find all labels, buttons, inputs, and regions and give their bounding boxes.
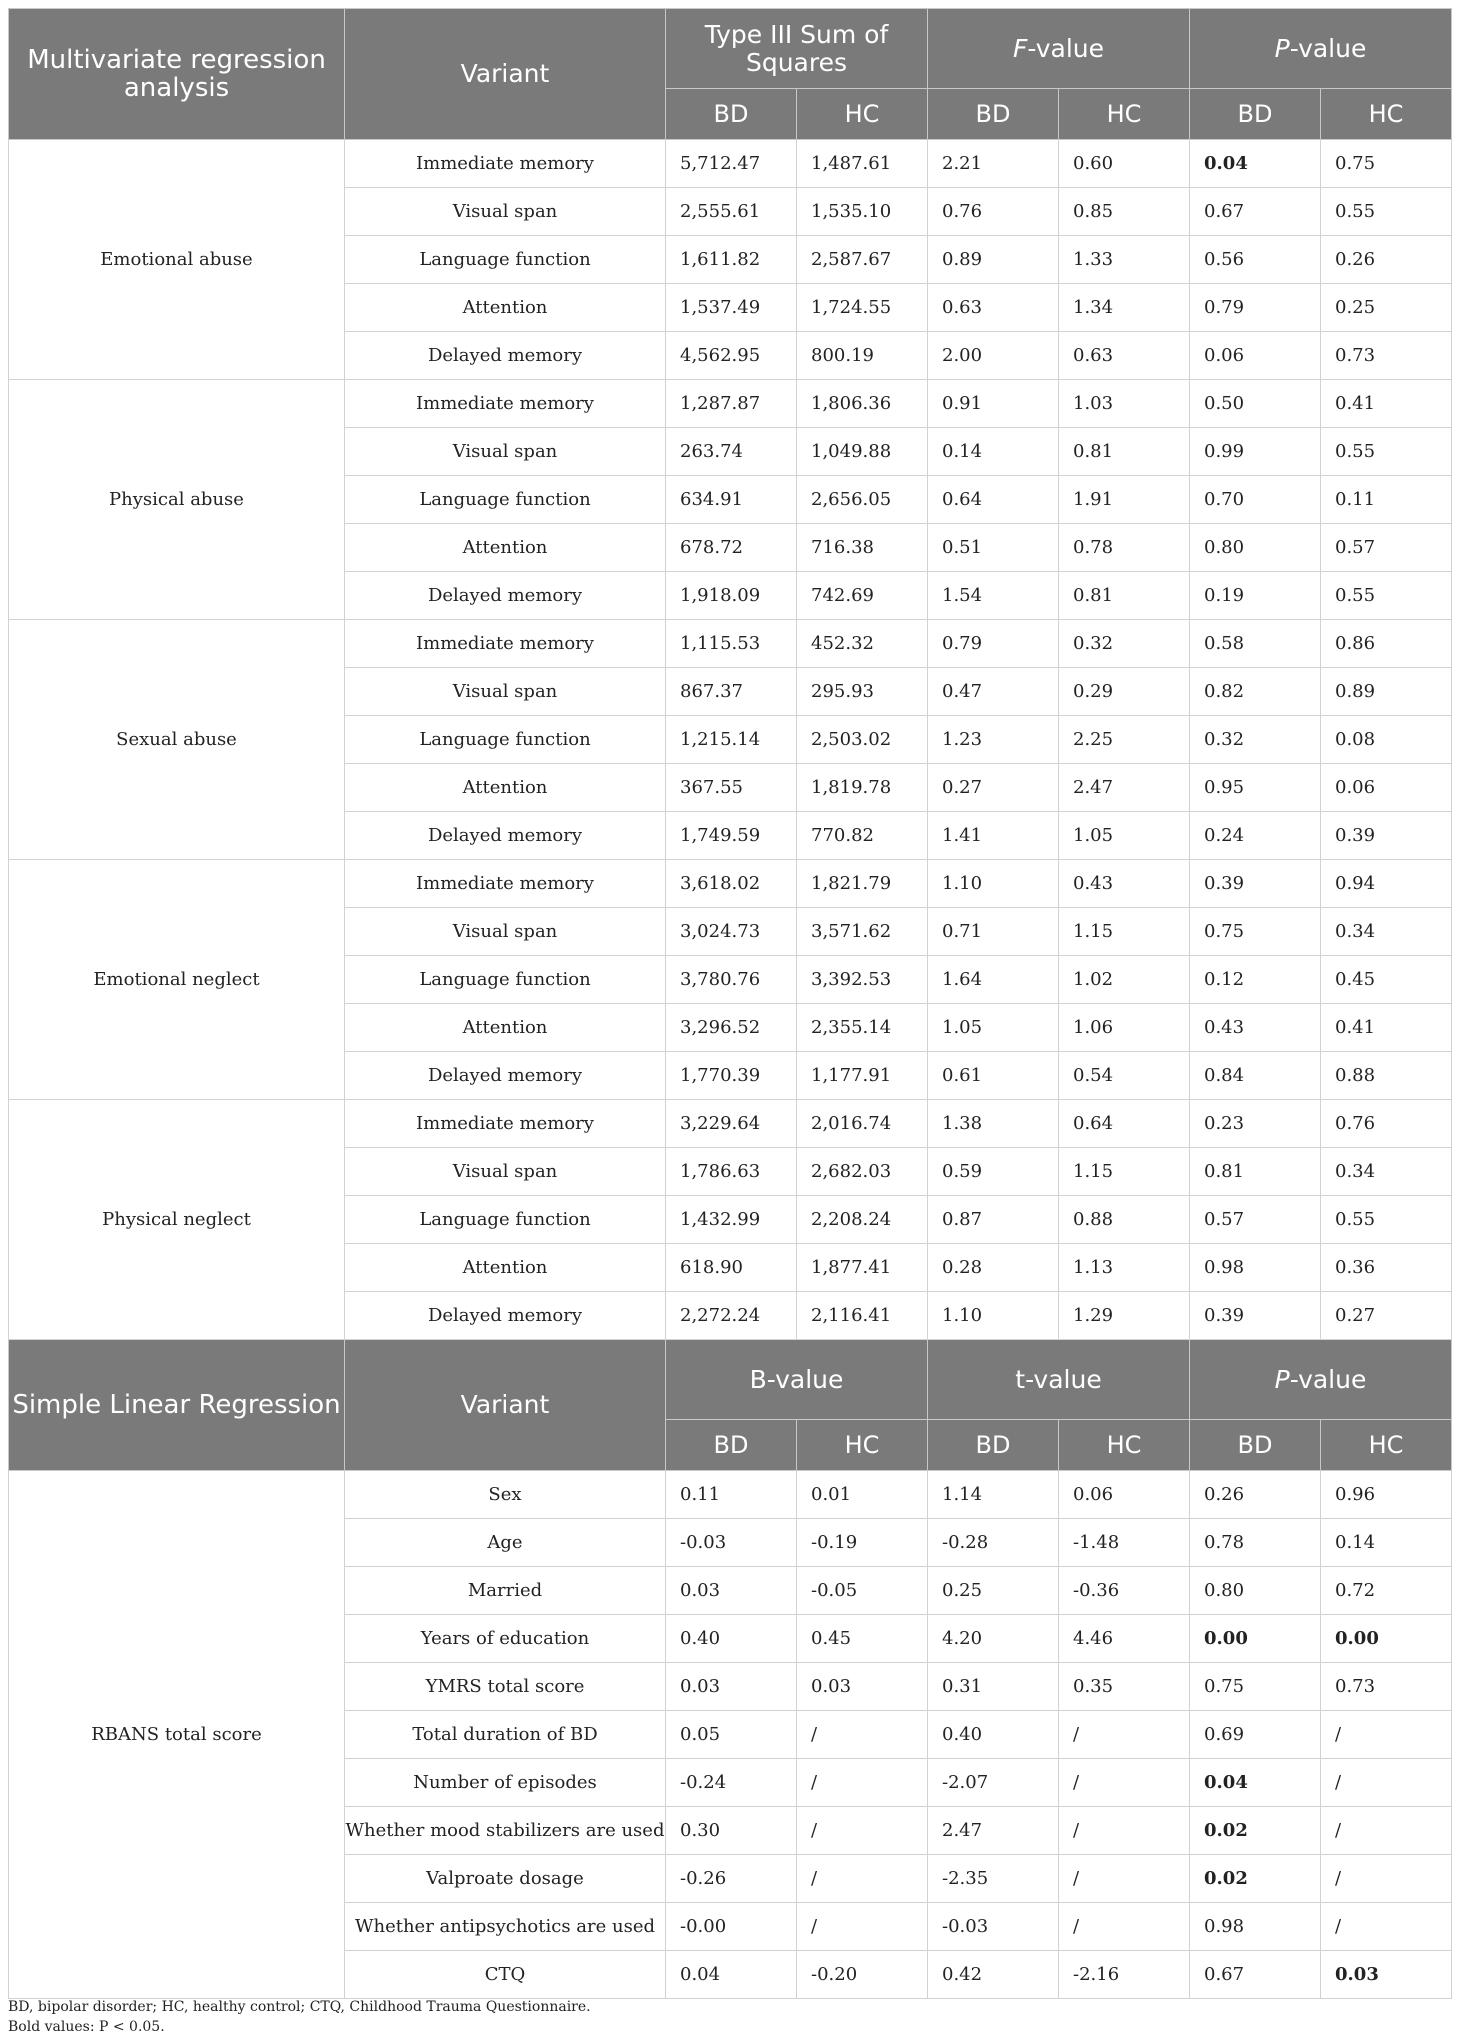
table-row xyxy=(9,1100,1452,1148)
value-cell: -0.24 xyxy=(666,1759,797,1807)
value-cell: 0.32 xyxy=(1190,716,1321,764)
value-cell: 770.82 xyxy=(797,812,928,860)
variant-cell: Number of episodes xyxy=(345,1759,666,1807)
value-cell: 0.41 xyxy=(1321,380,1452,428)
value-cell: 0.94 xyxy=(1321,860,1452,908)
footnote-abbreviations: BD, bipolar disorder; HC, healthy control; CTQ, Childhood Trauma Questionnaire. xyxy=(8,1999,591,2015)
header-row xyxy=(9,9,1452,89)
value-cell: 2.47 xyxy=(1059,764,1190,812)
value-cell: 0.43 xyxy=(1190,1004,1321,1052)
variant-cell: Immediate memory xyxy=(345,860,666,908)
value-cell: 0.79 xyxy=(928,620,1059,668)
subheader-cell: BD xyxy=(666,89,797,140)
value-cell: / xyxy=(1321,1903,1452,1951)
value-cell: 0.34 xyxy=(1321,908,1452,956)
variant-cell: Attention xyxy=(345,524,666,572)
value-cell: 0.31 xyxy=(928,1663,1059,1711)
variant-cell: Visual span xyxy=(345,1148,666,1196)
variant-cell: Immediate memory xyxy=(345,620,666,668)
value-cell: 0.00 xyxy=(1190,1615,1321,1663)
table-row xyxy=(9,140,1452,188)
value-cell: 0.45 xyxy=(1321,956,1452,1004)
value-cell: 5,712.47 xyxy=(666,140,797,188)
value-cell: 1.05 xyxy=(1059,812,1190,860)
value-cell: 0.30 xyxy=(666,1807,797,1855)
subheader-cell: BD xyxy=(928,1420,1059,1471)
value-cell: 1,432.99 xyxy=(666,1196,797,1244)
value-cell: 0.04 xyxy=(666,1951,797,1999)
subheader-cell: HC xyxy=(797,1420,928,1471)
value-cell: 3,571.62 xyxy=(797,908,928,956)
value-cell: 0.72 xyxy=(1321,1567,1452,1615)
value-cell: 3,780.76 xyxy=(666,956,797,1004)
value-cell: 2,208.24 xyxy=(797,1196,928,1244)
value-cell: 4,562.95 xyxy=(666,332,797,380)
value-cell: 0.39 xyxy=(1190,860,1321,908)
value-cell: / xyxy=(1059,1759,1190,1807)
variant-cell: Language function xyxy=(345,716,666,764)
value-cell: -0.19 xyxy=(797,1519,928,1567)
value-cell: / xyxy=(797,1759,928,1807)
value-cell: 0.89 xyxy=(928,236,1059,284)
value-cell: -0.03 xyxy=(666,1519,797,1567)
value-cell: 0.12 xyxy=(1190,956,1321,1004)
value-cell: 0.63 xyxy=(928,284,1059,332)
value-cell: 0.75 xyxy=(1190,908,1321,956)
value-cell: 0.41 xyxy=(1321,1004,1452,1052)
value-cell: 0.89 xyxy=(1321,668,1452,716)
value-cell: 452.32 xyxy=(797,620,928,668)
value-cell: 0.36 xyxy=(1321,1244,1452,1292)
value-cell: 0.88 xyxy=(1321,1052,1452,1100)
value-cell: 1.34 xyxy=(1059,284,1190,332)
value-cell: 0.75 xyxy=(1321,140,1452,188)
value-cell: 0.54 xyxy=(1059,1052,1190,1100)
variant-cell: Whether mood stabilizers are used xyxy=(345,1807,666,1855)
group-label: Physical neglect xyxy=(9,1100,345,1340)
variant-cell: Language function xyxy=(345,1196,666,1244)
value-cell: / xyxy=(1321,1855,1452,1903)
value-cell: 0.57 xyxy=(1190,1196,1321,1244)
value-cell: 0.04 xyxy=(1190,1759,1321,1807)
table-row xyxy=(9,1471,1452,1519)
value-cell: 867.37 xyxy=(666,668,797,716)
variant-cell: Married xyxy=(345,1567,666,1615)
variant-cell: Attention xyxy=(345,764,666,812)
stat3-header: P-value xyxy=(1190,1340,1452,1420)
value-cell: 0.63 xyxy=(1059,332,1190,380)
group-label: Physical abuse xyxy=(9,380,345,620)
value-cell: 4.46 xyxy=(1059,1615,1190,1663)
variant-cell: Visual span xyxy=(345,908,666,956)
value-cell: 2,272.24 xyxy=(666,1292,797,1340)
footnote-bold: Bold values: P < 0.05. xyxy=(8,2019,165,2035)
value-cell: 1.23 xyxy=(928,716,1059,764)
value-cell: 1.91 xyxy=(1059,476,1190,524)
value-cell: 0.02 xyxy=(1190,1855,1321,1903)
variant-cell: Years of education xyxy=(345,1615,666,1663)
variant-cell: Visual span xyxy=(345,188,666,236)
value-cell: 0.73 xyxy=(1321,332,1452,380)
value-cell: 2,355.14 xyxy=(797,1004,928,1052)
value-cell: -0.00 xyxy=(666,1903,797,1951)
variant-cell: Language function xyxy=(345,476,666,524)
value-cell: 4.20 xyxy=(928,1615,1059,1663)
header-row xyxy=(9,1340,1452,1420)
value-cell: 0.40 xyxy=(666,1615,797,1663)
value-cell: 3,618.02 xyxy=(666,860,797,908)
value-cell: 2.00 xyxy=(928,332,1059,380)
value-cell: 0.87 xyxy=(928,1196,1059,1244)
value-cell: 295.93 xyxy=(797,668,928,716)
value-cell: 0.79 xyxy=(1190,284,1321,332)
value-cell: 1,049.88 xyxy=(797,428,928,476)
regression-table-container xyxy=(8,8,1452,1999)
subheader-cell: BD xyxy=(1190,1420,1321,1471)
value-cell: 0.67 xyxy=(1190,188,1321,236)
value-cell: 0.43 xyxy=(1059,860,1190,908)
value-cell: 2,116.41 xyxy=(797,1292,928,1340)
variant-cell: Valproate dosage xyxy=(345,1855,666,1903)
value-cell: 0.75 xyxy=(1190,1663,1321,1711)
value-cell: 716.38 xyxy=(797,524,928,572)
value-cell: 0.85 xyxy=(1059,188,1190,236)
value-cell: 0.95 xyxy=(1190,764,1321,812)
value-cell: 1.13 xyxy=(1059,1244,1190,1292)
value-cell: 1,786.63 xyxy=(666,1148,797,1196)
variant-cell: Language function xyxy=(345,956,666,1004)
value-cell: 1,749.59 xyxy=(666,812,797,860)
stat1-header: B-value xyxy=(666,1340,928,1420)
table-footnotes xyxy=(8,1997,591,2037)
group-label: Emotional abuse xyxy=(9,140,345,380)
value-cell: 0.84 xyxy=(1190,1052,1321,1100)
variant-cell: Attention xyxy=(345,1244,666,1292)
value-cell: 0.23 xyxy=(1190,1100,1321,1148)
value-cell: 0.35 xyxy=(1059,1663,1190,1711)
group-label: RBANS total score xyxy=(9,1471,345,1999)
value-cell: 0.81 xyxy=(1190,1148,1321,1196)
value-cell: 2,656.05 xyxy=(797,476,928,524)
value-cell: 0.42 xyxy=(928,1951,1059,1999)
value-cell: / xyxy=(1321,1807,1452,1855)
value-cell: 0.55 xyxy=(1321,428,1452,476)
variant-cell: CTQ xyxy=(345,1951,666,1999)
value-cell: 0.58 xyxy=(1190,620,1321,668)
value-cell: 1,215.14 xyxy=(666,716,797,764)
subheader-cell: HC xyxy=(1321,1420,1452,1471)
stat3-header: P-value xyxy=(1190,9,1452,89)
value-cell: 0.03 xyxy=(666,1663,797,1711)
variant-cell: Delayed memory xyxy=(345,812,666,860)
value-cell: 0.26 xyxy=(1190,1471,1321,1519)
value-cell: 3,296.52 xyxy=(666,1004,797,1052)
subheader-cell: HC xyxy=(797,89,928,140)
value-cell: 0.29 xyxy=(1059,668,1190,716)
value-cell: 2,587.67 xyxy=(797,236,928,284)
multivariate-section xyxy=(9,9,1452,1340)
value-cell: 0.11 xyxy=(666,1471,797,1519)
value-cell: 0.27 xyxy=(928,764,1059,812)
value-cell: 0.02 xyxy=(1190,1807,1321,1855)
variant-cell: YMRS total score xyxy=(345,1663,666,1711)
value-cell: 0.88 xyxy=(1059,1196,1190,1244)
value-cell: 0.39 xyxy=(1321,812,1452,860)
variant-cell: Whether antipsychotics are used xyxy=(345,1903,666,1951)
value-cell: 1,535.10 xyxy=(797,188,928,236)
value-cell: 0.61 xyxy=(928,1052,1059,1100)
value-cell: 2.25 xyxy=(1059,716,1190,764)
value-cell: 0.99 xyxy=(1190,428,1321,476)
value-cell: 0.80 xyxy=(1190,1567,1321,1615)
value-cell: 367.55 xyxy=(666,764,797,812)
value-cell: 1.06 xyxy=(1059,1004,1190,1052)
value-cell: 742.69 xyxy=(797,572,928,620)
value-cell: 0.34 xyxy=(1321,1148,1452,1196)
value-cell: 0.11 xyxy=(1321,476,1452,524)
value-cell: 0.03 xyxy=(1321,1951,1452,1999)
value-cell: / xyxy=(1059,1807,1190,1855)
value-cell: 0.04 xyxy=(1190,140,1321,188)
value-cell: 0.98 xyxy=(1190,1903,1321,1951)
value-cell: 2.21 xyxy=(928,140,1059,188)
value-cell: 1.54 xyxy=(928,572,1059,620)
value-cell: 1.10 xyxy=(928,1292,1059,1340)
value-cell: / xyxy=(797,1855,928,1903)
value-cell: 0.19 xyxy=(1190,572,1321,620)
value-cell: -0.20 xyxy=(797,1951,928,1999)
value-cell: 0.55 xyxy=(1321,572,1452,620)
value-cell: 3,024.73 xyxy=(666,908,797,956)
value-cell: 0.71 xyxy=(928,908,1059,956)
value-cell: 0.06 xyxy=(1190,332,1321,380)
value-cell: 0.59 xyxy=(928,1148,1059,1196)
value-cell: 2,555.61 xyxy=(666,188,797,236)
value-cell: 800.19 xyxy=(797,332,928,380)
variant-cell: Sex xyxy=(345,1471,666,1519)
value-cell: -0.03 xyxy=(928,1903,1059,1951)
value-cell: 1.29 xyxy=(1059,1292,1190,1340)
variant-cell: Total duration of BD xyxy=(345,1711,666,1759)
value-cell: 0.27 xyxy=(1321,1292,1452,1340)
value-cell: 1.38 xyxy=(928,1100,1059,1148)
value-cell: 1,487.61 xyxy=(797,140,928,188)
value-cell: / xyxy=(797,1711,928,1759)
linear-regression-section xyxy=(9,1340,1452,1999)
variant-cell: Language function xyxy=(345,236,666,284)
value-cell: 0.80 xyxy=(1190,524,1321,572)
subheader-cell: BD xyxy=(666,1420,797,1471)
value-cell: -1.48 xyxy=(1059,1519,1190,1567)
value-cell: 0.00 xyxy=(1321,1615,1452,1663)
value-cell: 1,177.91 xyxy=(797,1052,928,1100)
value-cell: 0.81 xyxy=(1059,428,1190,476)
variant-cell: Delayed memory xyxy=(345,1292,666,1340)
value-cell: 0.05 xyxy=(666,1711,797,1759)
value-cell: 1,877.41 xyxy=(797,1244,928,1292)
group-column-header: Multivariate regression analysis xyxy=(9,9,345,140)
variant-cell: Immediate memory xyxy=(345,140,666,188)
value-cell: 1.03 xyxy=(1059,380,1190,428)
variant-cell: Attention xyxy=(345,284,666,332)
value-cell: 2.47 xyxy=(928,1807,1059,1855)
value-cell: -2.35 xyxy=(928,1855,1059,1903)
value-cell: 2,503.02 xyxy=(797,716,928,764)
subheader-cell: HC xyxy=(1059,89,1190,140)
subheader-cell: HC xyxy=(1059,1420,1190,1471)
value-cell: / xyxy=(1321,1759,1452,1807)
value-cell: / xyxy=(797,1807,928,1855)
variant-cell: Delayed memory xyxy=(345,332,666,380)
value-cell: 0.76 xyxy=(1321,1100,1452,1148)
value-cell: -0.36 xyxy=(1059,1567,1190,1615)
value-cell: 0.28 xyxy=(928,1244,1059,1292)
value-cell: 0.01 xyxy=(797,1471,928,1519)
subheader-cell: BD xyxy=(1190,89,1321,140)
value-cell: 0.76 xyxy=(928,188,1059,236)
value-cell: 0.25 xyxy=(928,1567,1059,1615)
variant-column-header: Variant xyxy=(345,1340,666,1471)
variant-cell: Delayed memory xyxy=(345,1052,666,1100)
value-cell: 0.70 xyxy=(1190,476,1321,524)
value-cell: 0.81 xyxy=(1059,572,1190,620)
variant-cell: Age xyxy=(345,1519,666,1567)
value-cell: / xyxy=(1321,1711,1452,1759)
group-label: Emotional neglect xyxy=(9,860,345,1100)
value-cell: 0.98 xyxy=(1190,1244,1321,1292)
variant-cell: Immediate memory xyxy=(345,1100,666,1148)
value-cell: 1,806.36 xyxy=(797,380,928,428)
value-cell: -0.05 xyxy=(797,1567,928,1615)
value-cell: 0.73 xyxy=(1321,1663,1452,1711)
value-cell: 1,821.79 xyxy=(797,860,928,908)
variant-column-header: Variant xyxy=(345,9,666,140)
value-cell: 0.96 xyxy=(1321,1471,1452,1519)
value-cell: 0.14 xyxy=(1321,1519,1452,1567)
value-cell: 1,724.55 xyxy=(797,284,928,332)
value-cell: 0.91 xyxy=(928,380,1059,428)
value-cell: 0.25 xyxy=(1321,284,1452,332)
value-cell: 0.06 xyxy=(1321,764,1452,812)
value-cell: 1.14 xyxy=(928,1471,1059,1519)
value-cell: 2,682.03 xyxy=(797,1148,928,1196)
value-cell: 1.02 xyxy=(1059,956,1190,1004)
value-cell: 1,115.53 xyxy=(666,620,797,668)
value-cell: 0.32 xyxy=(1059,620,1190,668)
value-cell: 0.14 xyxy=(928,428,1059,476)
stat1-header: Type III Sum of Squares xyxy=(666,9,928,89)
value-cell: 0.64 xyxy=(928,476,1059,524)
value-cell: 2,016.74 xyxy=(797,1100,928,1148)
value-cell: 0.51 xyxy=(928,524,1059,572)
value-cell: 1.33 xyxy=(1059,236,1190,284)
value-cell: 618.90 xyxy=(666,1244,797,1292)
value-cell: 0.64 xyxy=(1059,1100,1190,1148)
value-cell: 0.60 xyxy=(1059,140,1190,188)
value-cell: 0.69 xyxy=(1190,1711,1321,1759)
value-cell: -0.26 xyxy=(666,1855,797,1903)
value-cell: / xyxy=(1059,1903,1190,1951)
value-cell: / xyxy=(1059,1855,1190,1903)
value-cell: 263.74 xyxy=(666,428,797,476)
value-cell: 0.03 xyxy=(797,1663,928,1711)
value-cell: 0.06 xyxy=(1059,1471,1190,1519)
value-cell: 0.86 xyxy=(1321,620,1452,668)
value-cell: 0.67 xyxy=(1190,1951,1321,1999)
table-row xyxy=(9,620,1452,668)
value-cell: 1,287.87 xyxy=(666,380,797,428)
value-cell: 1.64 xyxy=(928,956,1059,1004)
table-row xyxy=(9,860,1452,908)
value-cell: 1,819.78 xyxy=(797,764,928,812)
regression-table xyxy=(8,8,1452,1999)
value-cell: 1.10 xyxy=(928,860,1059,908)
value-cell: 0.24 xyxy=(1190,812,1321,860)
value-cell: 3,229.64 xyxy=(666,1100,797,1148)
variant-cell: Delayed memory xyxy=(345,572,666,620)
value-cell: 0.45 xyxy=(797,1615,928,1663)
value-cell: 0.78 xyxy=(1190,1519,1321,1567)
table-row xyxy=(9,380,1452,428)
value-cell: 3,392.53 xyxy=(797,956,928,1004)
value-cell: 0.26 xyxy=(1321,236,1452,284)
value-cell: 1.41 xyxy=(928,812,1059,860)
value-cell: -2.16 xyxy=(1059,1951,1190,1999)
variant-cell: Attention xyxy=(345,1004,666,1052)
value-cell: 0.08 xyxy=(1321,716,1452,764)
variant-cell: Immediate memory xyxy=(345,380,666,428)
value-cell: 0.56 xyxy=(1190,236,1321,284)
value-cell: -0.28 xyxy=(928,1519,1059,1567)
value-cell: 1,537.49 xyxy=(666,284,797,332)
value-cell: 0.82 xyxy=(1190,668,1321,716)
variant-cell: Visual span xyxy=(345,428,666,476)
value-cell: 1.05 xyxy=(928,1004,1059,1052)
value-cell: 1.15 xyxy=(1059,908,1190,956)
value-cell: 0.40 xyxy=(928,1711,1059,1759)
group-column-header: Simple Linear Regression xyxy=(9,1340,345,1471)
value-cell: 0.78 xyxy=(1059,524,1190,572)
value-cell: 0.47 xyxy=(928,668,1059,716)
value-cell: 1,918.09 xyxy=(666,572,797,620)
value-cell: 1,611.82 xyxy=(666,236,797,284)
value-cell: 634.91 xyxy=(666,476,797,524)
value-cell: 0.50 xyxy=(1190,380,1321,428)
group-label: Sexual abuse xyxy=(9,620,345,860)
value-cell: / xyxy=(797,1903,928,1951)
value-cell: 0.55 xyxy=(1321,188,1452,236)
value-cell: 0.39 xyxy=(1190,1292,1321,1340)
value-cell: 1,770.39 xyxy=(666,1052,797,1100)
value-cell: 0.03 xyxy=(666,1567,797,1615)
variant-cell: Visual span xyxy=(345,668,666,716)
value-cell: 678.72 xyxy=(666,524,797,572)
value-cell: -2.07 xyxy=(928,1759,1059,1807)
stat2-header: F-value xyxy=(928,9,1190,89)
value-cell: 0.57 xyxy=(1321,524,1452,572)
value-cell: 0.55 xyxy=(1321,1196,1452,1244)
stat2-header: t-value xyxy=(928,1340,1190,1420)
value-cell: / xyxy=(1059,1711,1190,1759)
subheader-cell: BD xyxy=(928,89,1059,140)
value-cell: 1.15 xyxy=(1059,1148,1190,1196)
subheader-cell: HC xyxy=(1321,89,1452,140)
